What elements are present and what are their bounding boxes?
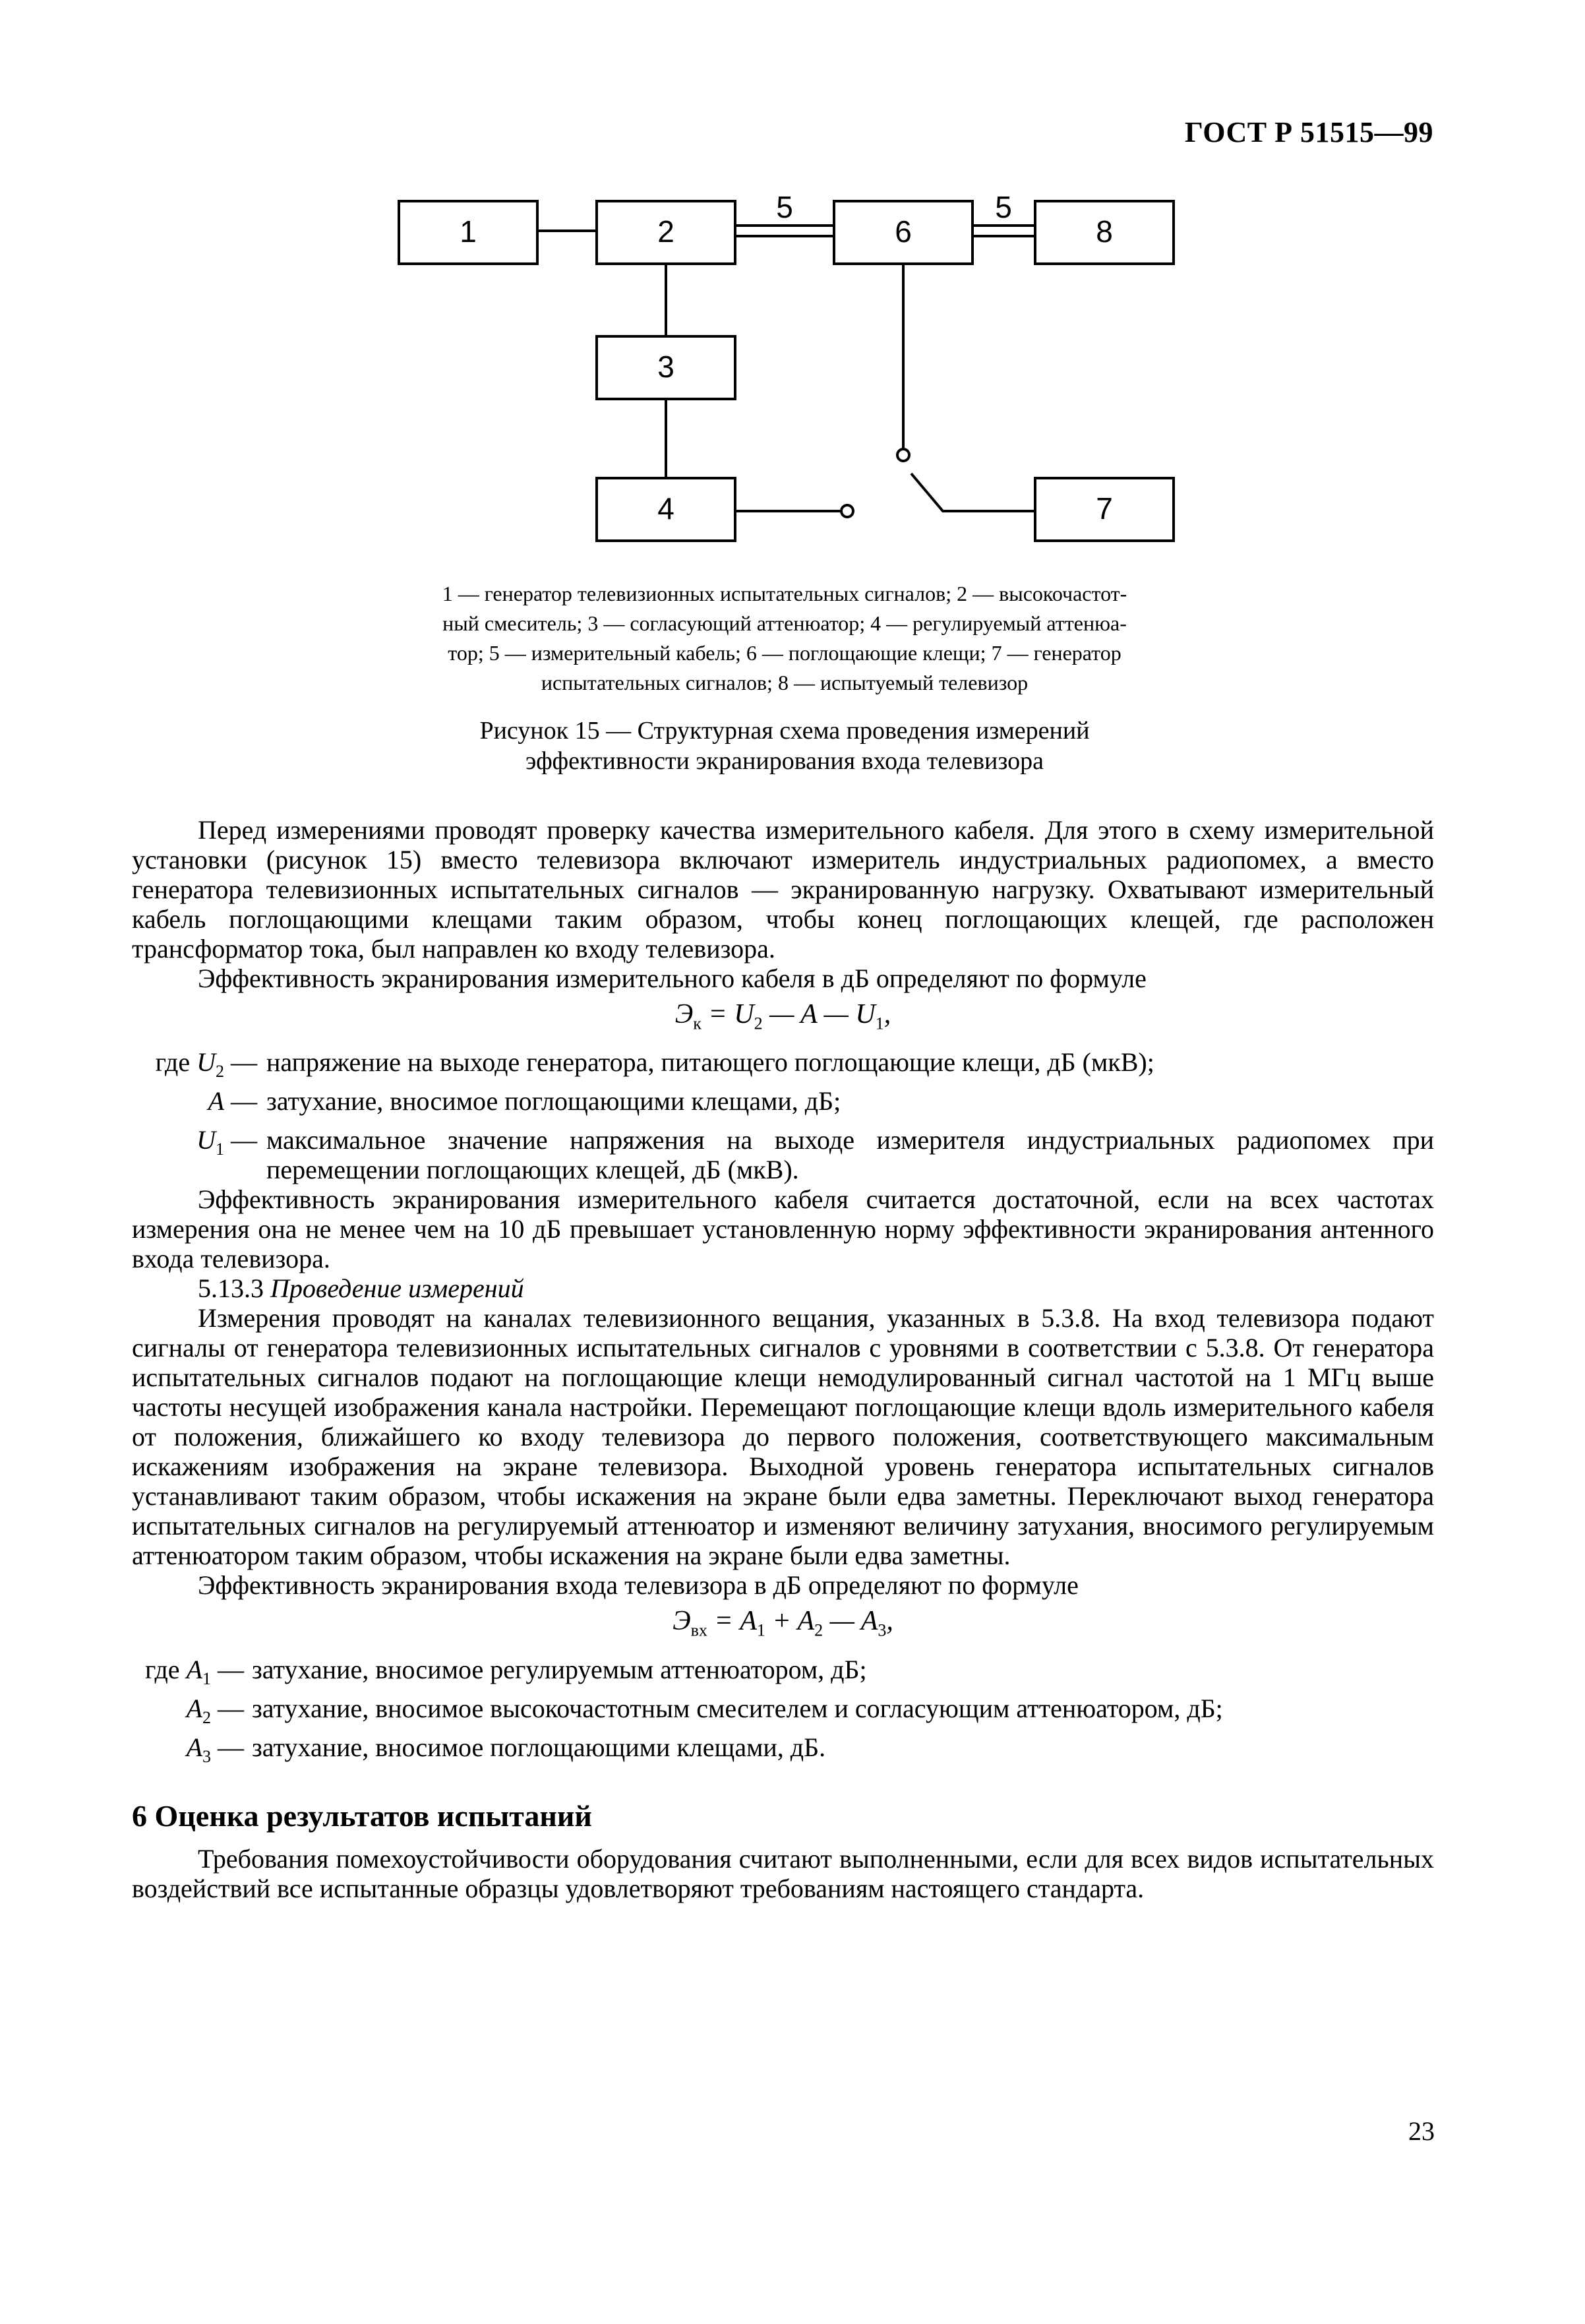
paragraph-input-formula-intro: Эффективность экранирования входа телевизора в дБ определяют по формуле: [198, 1570, 1079, 1601]
def-a1-text: затухание, вносимое регулируемым аттенюатором, дБ;: [252, 1654, 867, 1684]
caption-line-2: эффективности экранирования входа телевизора: [525, 747, 1044, 775]
def-a2-symbol: $A_2$ —: [186, 1693, 244, 1727]
section-heading: 6 Оценка результатов испытаний: [132, 1798, 592, 1833]
def-a1-symbol: где $A_1$ —: [145, 1654, 244, 1688]
paragraph-results-assessment: Требования помехоустойчивости оборудования считают выполненными, если для всех видов испытательных воздействий все испытанные образцы удовлетворяют требованиям настоящего стандарта.: [132, 1843, 1434, 1903]
caption-line-1: Рисунок 15 — Структурная схема проведения измерений: [479, 717, 1090, 745]
block-1-label: 1: [460, 214, 477, 249]
def-a3-symbol: $A_3$ —: [186, 1732, 244, 1766]
subsection-title: Проведение измерений: [270, 1273, 524, 1304]
def-a2-text: затухание, вносимое высокочастотным смесителем и согласующим аттенюатором, дБ;: [252, 1693, 1223, 1723]
def-u2-symbol: где $U_2$ —: [155, 1047, 257, 1082]
diagram-svg: [369, 178, 1200, 574]
block-7-label: 7: [1096, 491, 1113, 526]
block-diagram: [369, 178, 1200, 574]
switch-contact-left: [841, 505, 853, 517]
cable-label-left: 5: [776, 190, 793, 224]
legend-line-1: 1 — генератор телевизионных испытательных сигналов; 2 — высокочастот-: [442, 582, 1127, 605]
def-a-text: затухание, вносимое поглощающими клещами, дБ;: [266, 1086, 841, 1116]
paragraph-cable-sufficiency: Эффективность экранирования измерительного кабеля считается достаточной, если на всех частотах измерения она не менее чем на 10 дБ превышает установленную норму эффективности экранирования антенного входа телевизора.: [132, 1184, 1434, 1274]
legend-line-4: испытательных сигналов; 8 — испытуемый телевизор: [541, 671, 1029, 694]
formula-cable-efficiency: $Э_к = U_2$ — A — $U_1$,: [674, 999, 891, 1033]
switch-contact-top: [897, 449, 909, 461]
paragraph-cable-formula-intro: Эффективность экранирования измерительного кабеля в дБ определяют по формуле: [198, 963, 1147, 993]
switch-arm: [911, 474, 1035, 511]
def-u1-symbol: $U_1$ —: [196, 1125, 257, 1159]
body-text: [132, 815, 1434, 1903]
subsection-heading: [132, 1273, 1434, 1303]
figure-caption: [343, 716, 1226, 776]
formula-2-definitions: [132, 1655, 1434, 1771]
page-number: 23: [1408, 2116, 1435, 2146]
block-2-label: 2: [657, 214, 674, 249]
def-u2-text: напряжение на выходе генератора, питающего поглощающие клещи, дБ (мкВ);: [266, 1047, 1154, 1078]
legend-line-3: тор; 5 — измерительный кабель; 6 — поглощающие клещи; 7 — генератор: [448, 641, 1121, 665]
subsection-number: 5.13.3: [198, 1273, 270, 1304]
block-8-label: 8: [1096, 214, 1113, 249]
figure-legend: [343, 579, 1226, 698]
block-3-label: 3: [657, 350, 674, 384]
paragraph-measurement-procedure: Измерения проводят на каналах телевизионного вещания, указанных в 5.3.8. На вход телевизора подают сигналы от генератора телевизионных испытательных сигналов с уровнями в соответствии с 5.3.8. От генератора испытательных сигналов подают на поглощающие клещи немодулированный сигнал частотой на 1 МГц выше частоты несущей изображения канала настройки. Перемещают поглощающие клещи вдоль измерительного кабеля от положения, ближайшего ко входу телевизора до первого положения, соответствующего максимальным искажениям изображения на экране телевизора. Выходной уровень генератора испытательных сигналов устанавливают таким образом, чтобы искажения на экране были едва заметны. Переключают выход генератора испытательных сигналов на регулируемый аттенюатор и изменяют величину затухания, вносимого регулируемым аттенюатором таким образом, чтобы искажения на экране были едва заметны.: [132, 1303, 1434, 1571]
standard-code-header: ГОСТ Р 51515—99: [1184, 116, 1433, 148]
formula-input-efficiency: $Э_{вх} = A_1 + A_2$ — $A_3$,: [673, 1606, 893, 1640]
cable-label-right: 5: [995, 190, 1012, 224]
formula-1-definitions: [132, 1047, 1434, 1184]
def-a-symbol: A —: [208, 1086, 257, 1116]
def-a3-text: затухание, вносимое поглощающими клещами, дБ.: [252, 1732, 826, 1762]
block-4-label: 4: [657, 491, 674, 526]
block-6-label: 6: [895, 214, 912, 249]
legend-line-2: ный смеситель; 3 — согласующий аттенюатор; 4 — регулируемый аттенюа-: [442, 611, 1127, 635]
def-u1-text: максимальное значение напряжения на выходе измерителя индустриальных радиопомех при перемещении поглощающих клещей, дБ (мкВ).: [266, 1125, 1434, 1185]
paragraph-cable-check: Перед измерениями проводят проверку качества измерительного кабеля. Для этого в схему измерительной установки (рисунок 15) вместо телевизора включают измеритель индустриальных радиопомех, а вместо генератора телевизионных испытательных сигналов — экранированную нагрузку. Охватывают измерительный кабель поглощающими клещами таким образом, чтобы конец поглощающих клещей, где расположен трансформатор тока, был направлен ко входу телевизора.: [132, 815, 1434, 963]
